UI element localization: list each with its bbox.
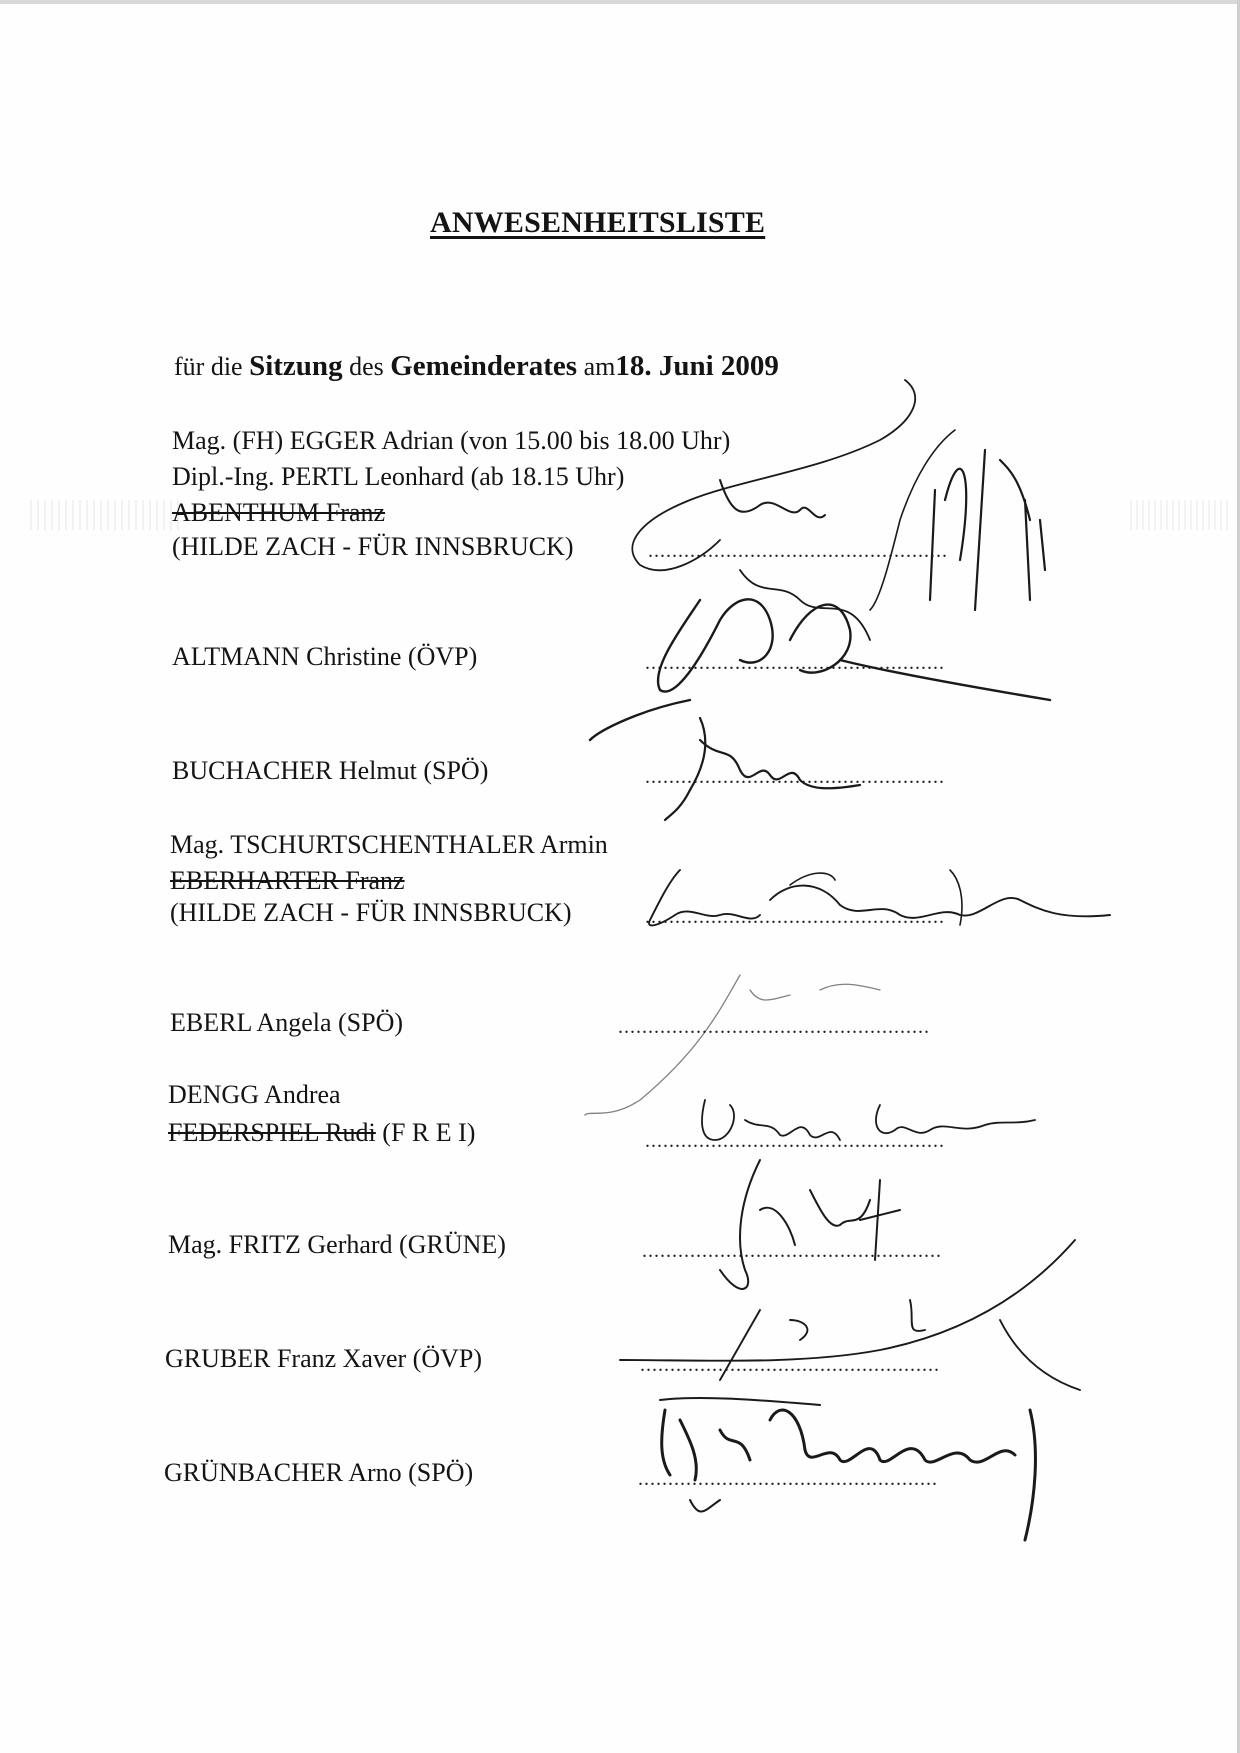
signature-gruenbacher: [662, 1410, 1036, 1540]
entry-7-line-1: Mag. FRITZ Gerhard (GRÜNE): [168, 1230, 506, 1259]
signature-buchacher: [665, 718, 860, 820]
subtitle-des: des: [342, 352, 391, 381]
subtitle-sitzung: Sitzung: [249, 350, 343, 382]
signature-line: ..................................................: [640, 1354, 940, 1376]
signature-egger: [870, 430, 955, 610]
entry-5-line-1: EBERL Angela (SPÖ): [170, 1008, 404, 1037]
signature-line: ..................................................: [645, 1130, 945, 1152]
signature-eberl: [585, 975, 880, 1115]
entry-6-struck-name: FEDERSPIEL Rudi: [168, 1118, 376, 1147]
signature-line: ..................................................: [648, 540, 948, 562]
signature-line: ..................................................: [638, 1468, 938, 1490]
signature-gruber: [620, 1240, 1080, 1390]
document-title: ANWESENHEITSLISTE: [430, 206, 766, 239]
signature-pertl: [930, 450, 1045, 610]
signature-dengg: [702, 1100, 1035, 1140]
signature-line: ..................................................: [645, 906, 945, 928]
entry-1-line-4: (HILDE ZACH - FÜR INNSBRUCK): [172, 532, 574, 561]
entry-9-line-1: GRÜNBACHER Arno (SPÖ): [164, 1458, 474, 1487]
entry-1-line-2: Dipl.-Ing. PERTL Leonhard (ab 18.15 Uhr): [172, 462, 625, 491]
subtitle-gemeinderat: Gemeinderates: [390, 350, 578, 382]
signature-line: ..................................................: [642, 1240, 942, 1262]
subtitle-am: am: [577, 352, 616, 381]
subtitle-prefix: für die: [174, 352, 250, 381]
signature-line: ..................................................: [645, 652, 945, 674]
entry-2-line-1: ALTMANN Christine (ÖVP): [172, 642, 478, 671]
entry-4-line-3: (HILDE ZACH - FÜR INNSBRUCK): [170, 898, 572, 927]
session-date: 18. Juni 2009: [615, 350, 779, 382]
entry-4-line-2-struck: EBERHARTER Franz: [170, 866, 405, 895]
entry-1-line-3-struck: ABENTHUM Franz: [172, 498, 386, 527]
entry-8-line-1: GRUBER Franz Xaver (ÖVP): [165, 1344, 483, 1373]
signature-egger: [632, 380, 915, 570]
entry-6-party: (F R E I): [375, 1118, 476, 1147]
signature-line: ..................................................: [645, 766, 945, 788]
entry-3-line-1: BUCHACHER Helmut (SPÖ): [172, 756, 489, 785]
signature-altmann: [590, 599, 1050, 740]
entry-6-line-1: DENGG Andrea: [168, 1080, 341, 1109]
signature-tschurtschenthaler: [649, 870, 1110, 925]
signature-tschurtschenthaler: [790, 870, 962, 925]
entry-4-line-1: Mag. TSCHURTSCHENTHALER Armin: [170, 830, 608, 859]
signature-line: ....................................................: [618, 1016, 930, 1038]
entry-1-line-1: Mag. (FH) EGGER Adrian (von 15.00 bis 18.00 Uhr): [172, 426, 731, 455]
signature-fritz: [720, 1160, 900, 1289]
signature-gruenbacher: [660, 1398, 820, 1512]
